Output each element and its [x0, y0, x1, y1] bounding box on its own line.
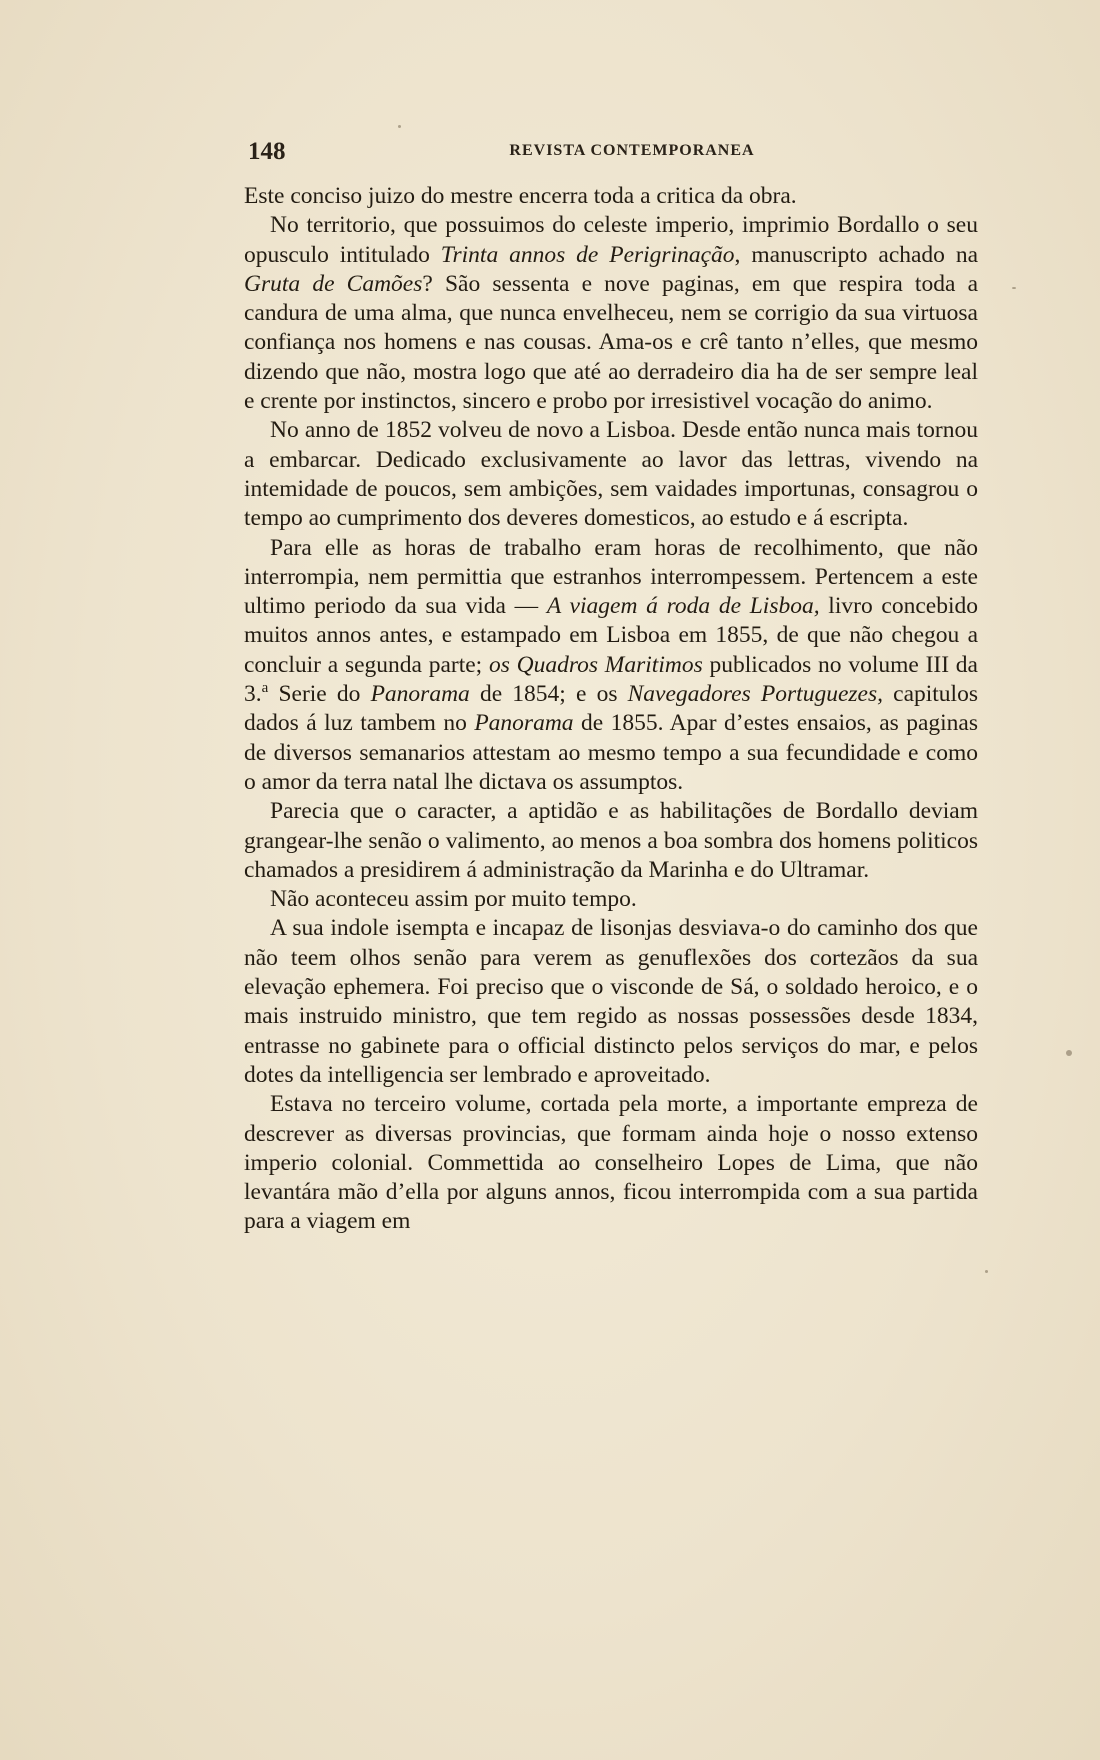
text-run: de 1855. Apar d’estes ensaios, as paginas de diversos semanarios attestam ao mesmo tempo a sua fecundidade e como o amor da terra natal lhe dictava os assumptos. [244, 710, 978, 795]
paragraph-text: A sua indole isempta e incapaz de lisonjas desviava-o do caminho dos que não teem olhos senão para verem as genuflexões dos cortezãos da sua elevação ephemera. Foi preciso que o visconde de Sá, o soldado heroico, e o mais instruido ministro, que tem regido as nossas possessões desde 1834, entrasse no gabinete para o official distincto pelos serviços do mar, e pelos dotes da intelligencia ser lembrado e aproveitado. [244, 915, 978, 1088]
text-run: , manuscripto achado na [734, 241, 979, 268]
paper-speck [1012, 287, 1016, 289]
paper-speck [1066, 1050, 1072, 1056]
paper-speck [398, 125, 401, 128]
text-run: Para elle as horas de trabalho eram horas de recolhimento, que não interrompia, nem permittia que estranhos interrompessem. Pertencem a este ultimo periodo da sua vida — [244, 534, 978, 620]
text-run: Serie do [268, 681, 371, 708]
text-run: de 1854; e os [469, 681, 628, 708]
paragraph-6 [244, 885, 978, 914]
book-title: Trinta annos de Perigrinação [440, 241, 735, 268]
text-run: ? São sessenta e nove paginas, em que respira toda a candura de uma alma, que nunca envelheceu, nem se corrigio da sua virtuosa confiança nos homens e nas cousas. Ama-os e crê tanto n’elles, que mesmo dizendo que não, mostra logo que até ao derradeiro dia ha de ser sempre leal e crente por instinctos, sincero e probo por irresistivel vocação do animo. [244, 270, 978, 415]
paragraph-text: Estava no terceiro volume, cortada pela morte, a importante empreza de descrever as diversas provincias, que formam ainda hoje o nosso extenso imperio colonial. Commettida ao conselheiro Lopes de Lima, que não levantára mão d’ella por alguns annos, ficou interrompida com a sua partida para a viagem em [244, 1091, 978, 1235]
paragraph-text: No anno de 1852 volveu de novo a Lisboa. Desde então nunca mais tornou a embarcar. Dedicado exclusivamente ao lavor das lettras, vivendo na intemidade de poucos, sem ambições, sem vaidades importunas, consagrou o tempo ao cumprimento dos deveres domesticos, ao estudo e á escripta. [244, 417, 978, 532]
book-title: Panorama [370, 681, 470, 708]
paragraph-text: Parecia que o caracter, a aptidão e as habilitações de Bordallo deviam grangear-lhe senão o valimento, ao menos a boa sombra dos homens politicos chamados a presidirem á administração da Marinha e do Ultramar. [244, 798, 978, 883]
text-run: No territorio, que possuimos do celeste imperio, imprimio Bordallo o seu opusculo intitulado [244, 212, 978, 268]
paragraph-3 [244, 416, 978, 533]
paragraph-text: Não aconteceu assim por muito tempo. [270, 886, 637, 913]
paragraph-text: Este conciso juizo do mestre encerra toda a critica da obra. [244, 183, 797, 209]
paragraph-7 [244, 914, 978, 1090]
body-text [244, 182, 978, 1237]
paper-speck [985, 1270, 988, 1273]
book-title: Panorama [474, 710, 574, 737]
paragraph-8 [244, 1090, 978, 1236]
paragraph-4 [244, 534, 978, 798]
book-title: os Quadros Maritimos [488, 651, 703, 678]
paragraph-1 [244, 182, 978, 211]
text-run: capitulos dados á luz tambem no [244, 681, 978, 737]
superscript: a [261, 680, 269, 697]
page-header [248, 138, 976, 168]
book-title: A viagem á roda de Lisboa, [546, 593, 820, 620]
text-run: livro concebido muitos annos antes, e estampado em Lisboa em 1855, de que não chegou a concluir a segunda parte; [244, 593, 978, 678]
text-run: publicados no volume III da 3. [244, 651, 978, 708]
page-number: 148 [248, 138, 286, 165]
book-title: Gruta de Camões [244, 270, 423, 297]
paragraph-2 [244, 211, 978, 416]
running-head: REVISTA CONTEMPORANEA [509, 142, 755, 159]
paragraph-5 [244, 797, 978, 885]
book-title: Navegadores Portuguezes, [627, 681, 883, 708]
